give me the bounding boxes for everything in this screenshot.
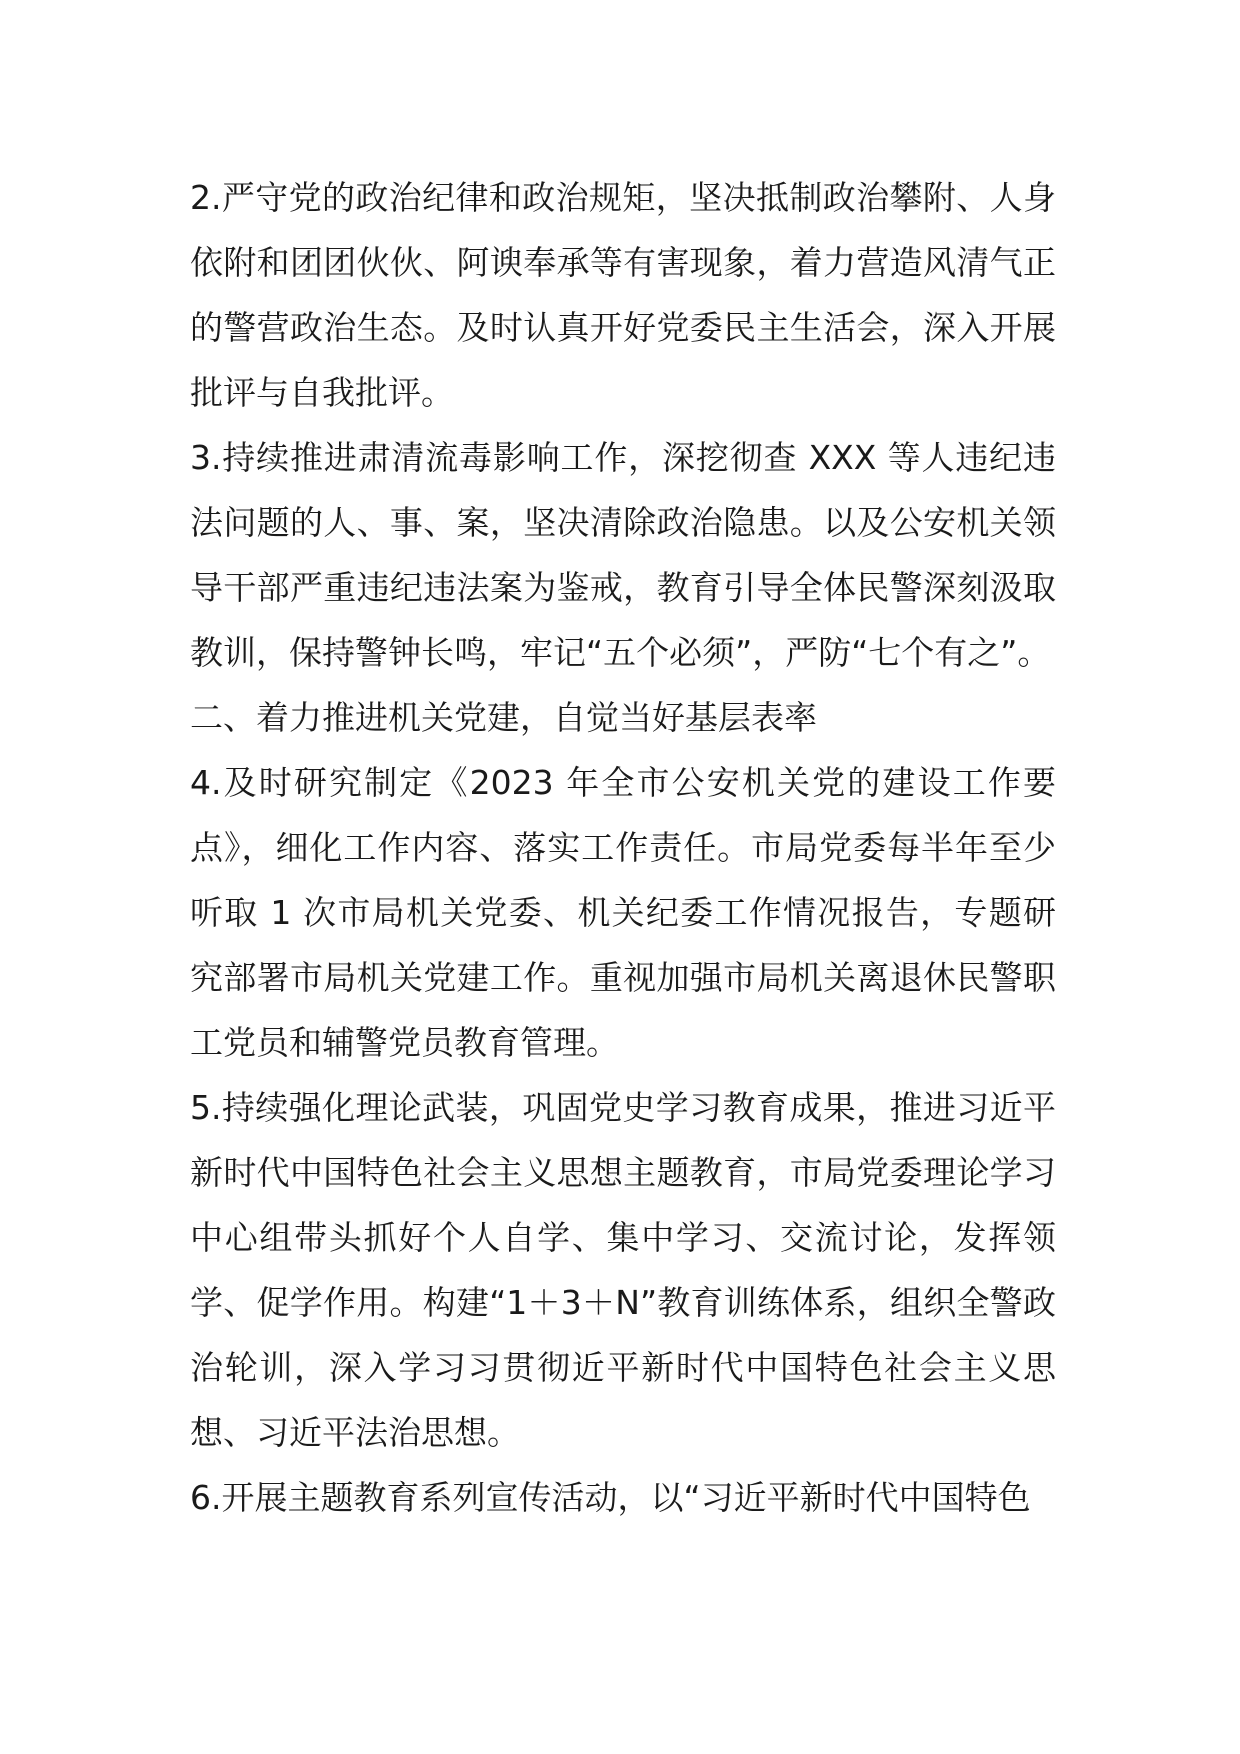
paragraph-item-6: 6.开展主题教育系列宣传活动，以“习近平新时代中国特色 <box>190 1478 1031 1517</box>
paragraph-item-3: 3.持续推进肃清流毒影响工作，深挖彻查 XXX 等人违纪违法问题的人、事、案，坚决清除政治隐患。以及公安机关领导干部严重违纪违法案为鉴戒，教育引导全体民警深刻汲取教训，保持警钟长鸣，牢记“五个必须”，严防“七个有之”。 <box>190 438 1056 672</box>
paragraph-item-4: 4.及时研究制定《2023 年全市公安机关党的建设工作要点》，细化工作内容、落实工作责任。市局党委每半年至少听取 1 次市局机关党委、机关纪委工作情况报告，专题研究部署市局机关党建工作。重视加强市局机关离退休民警职工党员和辅警党员教育管理。 <box>190 763 1056 1062</box>
section-heading-2: 二、着力推进机关党建，自觉当好基层表率 <box>190 698 817 737</box>
document-body <box>190 165 1056 1530</box>
paragraph-item-5: 5.持续强化理论武装，巩固党史学习教育成果，推进习近平新时代中国特色社会主义思想主题教育，市局党委理论学习中心组带头抓好个人自学、集中学习、交流讨论，发挥领学、促学作用。构建“1＋3＋N”教育训练体系，组织全警政治轮训，深入学习习贯彻近平新时代中国特色社会主义思想、习近平法治思想。 <box>190 1088 1056 1452</box>
paragraph-item-2: 2.严守党的政治纪律和政治规矩，坚决抵制政治攀附、人身依附和团团伙伙、阿谀奉承等有害现象，着力营造风清气正的警营政治生态。及时认真开好党委民主生活会，深入开展批评与自我批评。 <box>190 178 1056 412</box>
